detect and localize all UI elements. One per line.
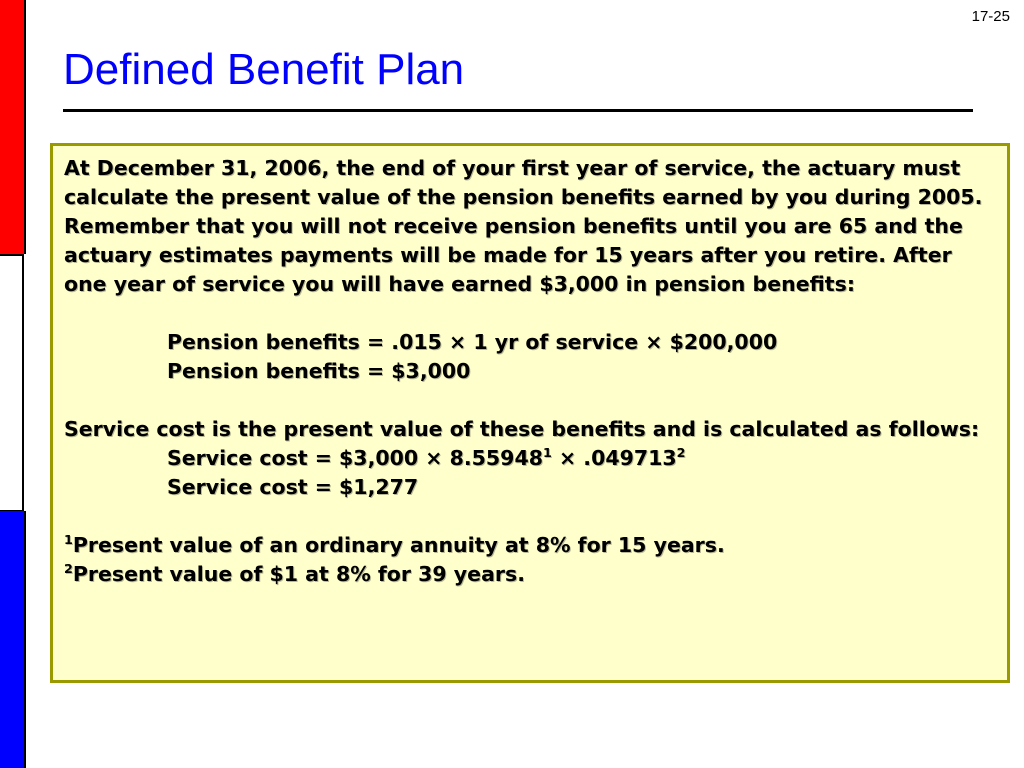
- service-cost-formula-part-b: × .049713: [551, 446, 677, 470]
- side-bar-blue-segment: [0, 511, 26, 768]
- footnote-ref-1: 1: [542, 445, 552, 461]
- spacer: [64, 299, 997, 328]
- side-bar-white-segment: [0, 254, 24, 512]
- page-number: 17-25: [971, 8, 1010, 25]
- content-box: [50, 143, 1010, 683]
- footnote-2-text: Present value of $1 at 8% for 39 years.: [72, 562, 526, 586]
- footnote-2: [64, 560, 997, 589]
- intro-paragraph: At December 31, 2006, the end of your first year of service, the actuary must calculate the present value of the pension benefits earned by you during 2005. Remember that you will not receive pension benefits until you are 65 and the actuary estimates payments will be made for 15 years after you retire. After one year of service you will have earned $3,000 in pension benefits:: [64, 156, 983, 296]
- pension-formula-line: Pension benefits = .015 × 1 yr of service × $200,000: [167, 330, 778, 354]
- spacer: [64, 502, 997, 531]
- side-bar-red-segment: [0, 0, 26, 254]
- footnote-1: [64, 531, 997, 560]
- side-color-bar: [0, 0, 26, 768]
- service-cost-formula-line: [64, 444, 997, 473]
- footnote-ref-2: 2: [676, 445, 686, 461]
- spacer: [64, 386, 997, 415]
- pension-result-line: Pension benefits = $3,000: [167, 359, 471, 383]
- footnote-2-marker: 2: [64, 561, 73, 577]
- service-cost-formula-part-a: Service cost = $3,000 × 8.55948: [167, 446, 543, 470]
- slide-title: Defined Benefit Plan: [63, 45, 465, 94]
- service-cost-result-line: Service cost = $1,277: [167, 475, 419, 499]
- service-cost-intro: Service cost is the present value of these benefits and is calculated as follows:: [64, 417, 980, 441]
- title-underline: [63, 109, 973, 112]
- footnote-1-marker: 1: [64, 532, 73, 548]
- footnote-1-text: Present value of an ordinary annuity at 8% for 15 years.: [72, 533, 725, 557]
